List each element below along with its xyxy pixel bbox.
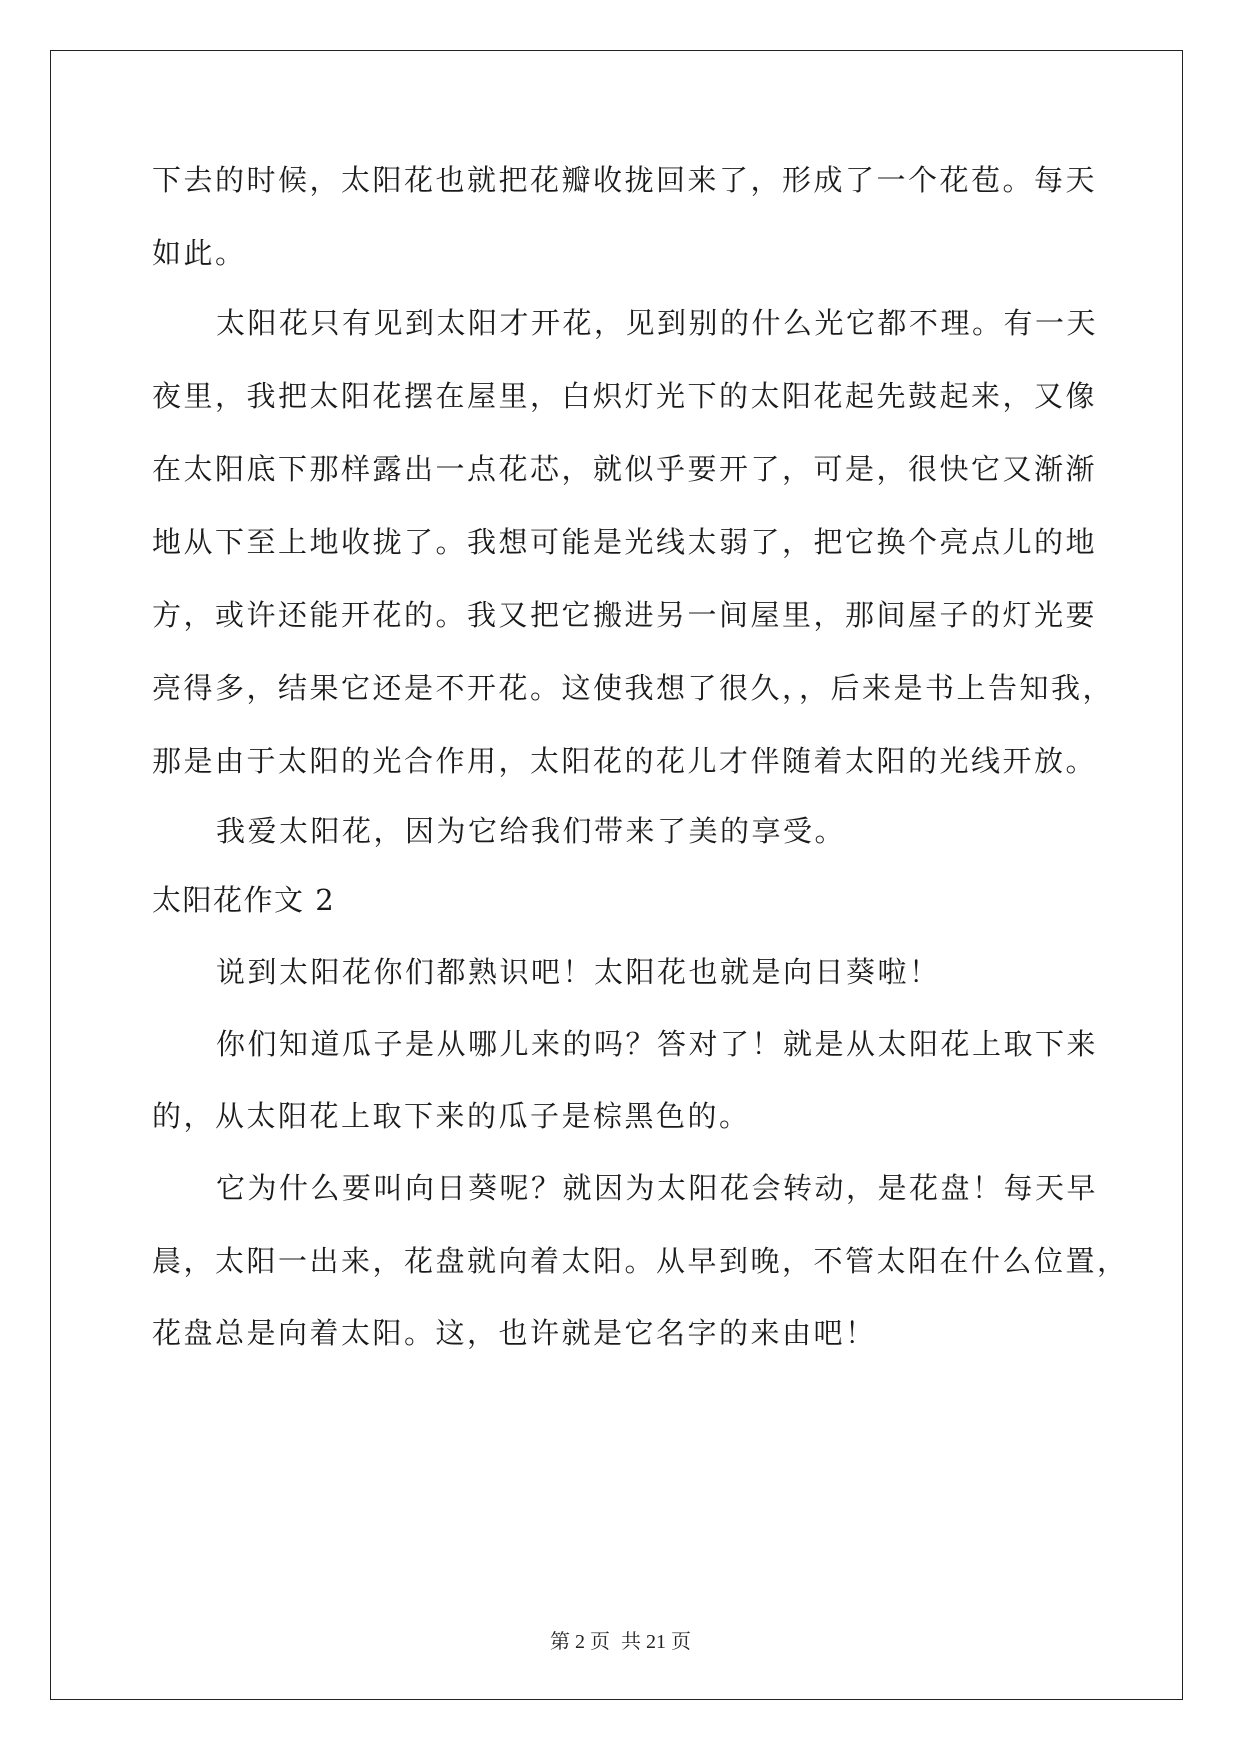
page-border xyxy=(50,50,1183,1700)
text-line: 那是由于太阳的光合作用，太阳花的花儿才伴随着太阳的光线开放。 xyxy=(152,744,1098,778)
text-line: 花盘总是向着太阳。这，也许就是它名字的来由吧！ xyxy=(152,1316,877,1350)
page-number: 第 2 页 xyxy=(550,1631,610,1653)
section-heading: 太阳花作文 2 xyxy=(152,883,336,917)
text-line: 方，或许还能开花的。我又把它搬进另一间屋里，那间屋子的灯光要 xyxy=(152,598,1098,632)
text-line: 的，从太阳花上取下来的瓜子是棕黑色的。 xyxy=(152,1099,751,1133)
text-line: 夜里，我把太阳花摆在屋里，白炽灯光下的太阳花起先鼓起来，又像 xyxy=(152,379,1098,413)
page-footer xyxy=(0,1625,1241,1654)
text-line: 你们知道瓜子是从哪儿来的吗？答对了！就是从太阳花上取下来 xyxy=(216,1027,1099,1061)
text-line: 下去的时候，太阳花也就把花瓣收拢回来了，形成了一个花苞。每天 xyxy=(152,163,1098,197)
text-line: 在太阳底下那样露出一点花芯，就似乎要开了，可是，很快它又渐渐 xyxy=(152,452,1098,486)
page-total: 共 21 页 xyxy=(621,1631,691,1653)
text-line: 亮得多，结果它还是不开花。这使我想了很久，，后来是书上告知我， xyxy=(152,671,1115,705)
text-line: 我爱太阳花，因为它给我们带来了美的享受。 xyxy=(216,814,847,848)
text-line: 如此。 xyxy=(152,236,247,270)
text-line: 地从下至上地收拢了。我想可能是光线太弱了，把它换个亮点儿的地 xyxy=(152,525,1098,559)
text-line: 太阳花只有见到太阳才开花，见到别的什么光它都不理。有一天 xyxy=(216,306,1099,340)
text-line: 晨，太阳一出来，花盘就向着太阳。从早到晚，不管太阳在什么位置， xyxy=(152,1244,1129,1278)
text-line: 说到太阳花你们都熟识吧！太阳花也就是向日葵啦！ xyxy=(216,955,941,989)
text-line: 它为什么要叫向日葵呢？就因为太阳花会转动，是花盘！每天早 xyxy=(216,1171,1099,1205)
